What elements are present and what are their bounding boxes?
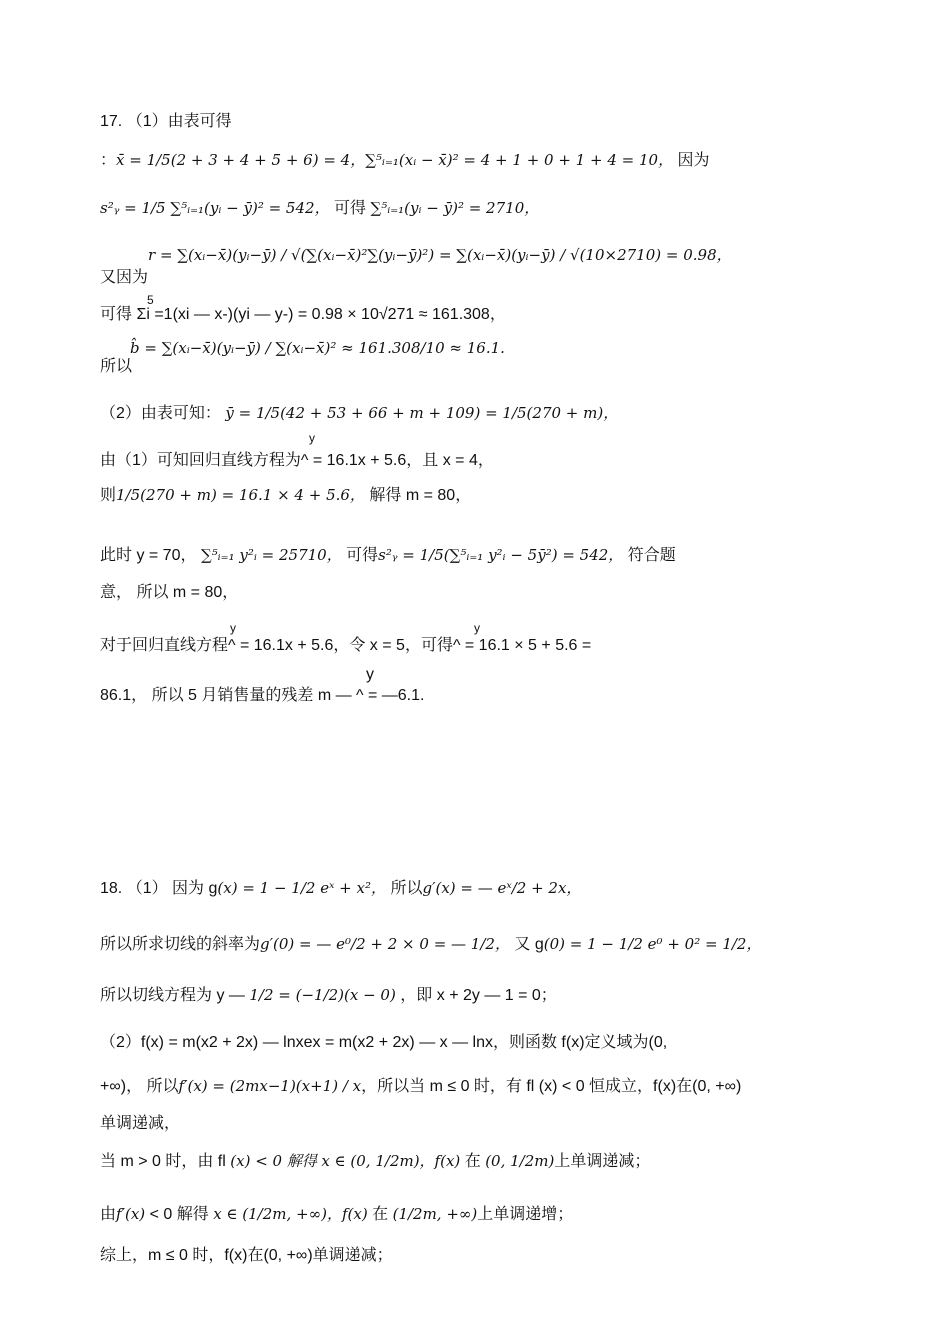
p18-l8-math-b: x ∈ (1/2m, +∞)，f(x) xyxy=(213,1205,368,1223)
p18-l3-prefix: 所以切线方程为 y — xyxy=(100,987,245,1004)
p18-l5-suffix: ，所以当 m ≤ 0 时，有 fl (x) < 0 恒成立，f(x)在(0, +∞) xyxy=(361,1078,742,1095)
p17-l2-mid: 可得 xyxy=(334,200,367,217)
p18-l3-math: 1/2 = (−1/2)(x − 0) xyxy=(249,986,396,1004)
p18-l2-math-b: (0) = 1 − 1/2 e⁰ + 0² = 1/2， xyxy=(543,935,762,953)
p18-line-7 xyxy=(100,1151,650,1172)
problem-17-heading: 17. （1）由表可得 xyxy=(100,113,232,130)
p18-line-3 xyxy=(100,985,557,1006)
p18-l8-math-c: (1/2m, +∞) xyxy=(392,1205,478,1223)
p18-l1-prefix: 18. （1） 因为 g xyxy=(100,880,218,897)
p17-line-12: 86.1， 所以 5 月销售量的残差 m — ^ = —6.1. xyxy=(100,687,425,704)
p17-l8-prefix: 则 xyxy=(100,487,117,504)
p18-line-4: （2）f(x) = m(x2 + 2x) — lnxex = m(x2 + 2x) — x — lnx，则函数 f(x)定义域为(0, xyxy=(100,1034,668,1051)
p17-line-11: 对于回归直线方程^ = 16.1x + 5.6，令 x = 5，可得^ = 16.1 × 5 + 5.6 = xyxy=(100,637,592,654)
p18-line-1 xyxy=(100,878,581,899)
p18-line-6: 单调递减， xyxy=(100,1115,181,1132)
p17-l2-math-a: s²ᵧ = 1/5 ∑⁵ᵢ₌₁(yᵢ − ȳ)² = 542， xyxy=(100,199,330,217)
p17-line-2 xyxy=(100,198,539,219)
p18-line-8 xyxy=(100,1204,573,1225)
p17-y-mark-3: y xyxy=(474,621,480,635)
p17-y-mark-1: y xyxy=(309,431,315,445)
p17-l3-label: 又因为 xyxy=(100,269,149,286)
p17-y-mark-4: y xyxy=(366,666,374,683)
p17-l9-math-a: ∑⁵ᵢ₌₁ y²ᵢ = 25710， xyxy=(200,546,342,564)
p17-l4-sup: 5 xyxy=(147,293,154,307)
p18-l7-prefix: 当 m > 0 时，由 fl xyxy=(100,1153,226,1170)
p18-l2-mid: 又 g xyxy=(514,936,544,953)
p18-l2-math-a: g′(0) = — e⁰/2 + 2 × 0 = — 1/2， xyxy=(260,935,510,953)
p18-l8-math-a: f′(x) xyxy=(116,1205,146,1223)
p17-part-2 xyxy=(100,403,618,424)
p18-line-2 xyxy=(100,934,761,955)
p18-line-5 xyxy=(100,1076,741,1097)
p18-l1-mid: 所以 xyxy=(390,880,423,897)
p17-l3-math: r = ∑(xᵢ−x̄)(yᵢ−ȳ) / √(∑(xᵢ−x̄)²∑(yᵢ−ȳ)²) = ∑(xᵢ−x̄)(yᵢ−ȳ) / √(10×2710) = 0.98， xyxy=(148,246,732,264)
p17-line-10: 意， 所以 m = 80， xyxy=(100,584,239,601)
p17-l1-suffix: 因为 xyxy=(677,152,710,169)
p17-line-8 xyxy=(100,485,471,506)
p18-l1-math-a: (x) = 1 − 1/2 eˣ + x²， xyxy=(217,879,386,897)
p17-line-9 xyxy=(100,545,676,566)
p18-l8-suffix: 上单调递增； xyxy=(477,1206,574,1223)
p17-line-7: 由（1）可知回归直线方程为^ = 16.1x + 5.6，且 x = 4， xyxy=(100,452,494,469)
p18-l7-math-c: (0, 1/2m) xyxy=(485,1152,555,1170)
p17-line-5-math xyxy=(130,338,505,359)
p17-l2-math-b: ∑⁵ᵢ₌₁(yᵢ − ȳ)² = 2710， xyxy=(370,199,540,217)
p18-l8-mid2: 在 xyxy=(372,1206,389,1223)
p17-part2-label: （2）由表可知： xyxy=(100,405,221,422)
p17-l8-math: 1/5(270 + m) = 16.1 × 4 + 5.6， xyxy=(116,486,365,504)
p18-line-9: 综上，m ≤ 0 时，f(x)在(0, +∞)单调递减； xyxy=(100,1247,393,1264)
p18-l8-prefix: 由 xyxy=(100,1206,117,1223)
p17-l5-label: 所以 xyxy=(100,358,133,375)
p18-l7-math-b: x ∈ (0, 1/2m)，f(x) xyxy=(321,1152,461,1170)
p17-l5-math: b̂ = ∑(xᵢ−x̄)(yᵢ−ȳ) / ∑(xᵢ−x̄)² ≈ 161.308/10 ≈ 16.1. xyxy=(130,339,505,357)
p18-l3-suffix: ，即 x + 2y — 1 = 0； xyxy=(400,987,557,1004)
p17-l9-math-b: s²ᵧ = 1/5(∑⁵ᵢ₌₁ y²ᵢ − 5ȳ²) = 542， xyxy=(378,546,624,564)
p17-y-mark-2: y xyxy=(230,621,236,635)
p18-l8-mid1: < 0 解得 xyxy=(149,1206,209,1223)
p17-line-1 xyxy=(100,150,710,171)
p17-l8-suffix: 解得 m = 80， xyxy=(369,487,472,504)
p17-l9-prefix: 此时 y = 70， xyxy=(100,547,197,564)
p18-l7-math-a: (x) < 0 解得 xyxy=(230,1152,317,1170)
p18-l1-math-b: g′(x) = — eˣ/2 + 2x， xyxy=(422,879,582,897)
p17-line-3-math xyxy=(148,245,732,266)
p17-l1-prefix: ： xyxy=(100,152,117,169)
p17-l9-suffix: 符合题 xyxy=(627,547,676,564)
p18-l5-prefix: +∞)， 所以 xyxy=(100,1078,179,1095)
p18-l2-prefix: 所以所求切线的斜率为 xyxy=(100,936,261,953)
p18-l7-mid: 在 xyxy=(464,1153,481,1170)
p17-part2-math: ȳ = 1/5(42 + 53 + 66 + m + 109) = 1/5(270 + m)， xyxy=(225,404,619,422)
p18-l5-math: f′(x) = (2mx−1)(x+1) / x xyxy=(178,1077,362,1095)
p17-l1-math: x̄ = 1/5(2 + 3 + 4 + 5 + 6) = 4，∑⁵ᵢ₌₁(xᵢ − x̄)² = 4 + 1 + 0 + 1 + 4 = 10， xyxy=(116,151,674,169)
p18-l7-suffix: 上单调递减； xyxy=(554,1153,651,1170)
p17-l9-mid: 可得 xyxy=(346,547,379,564)
p17-line-4: 可得 Σi =1(xi — x-)(yi — y-) = 0.98 × 10√271 ≈ 161.308， xyxy=(100,306,506,323)
